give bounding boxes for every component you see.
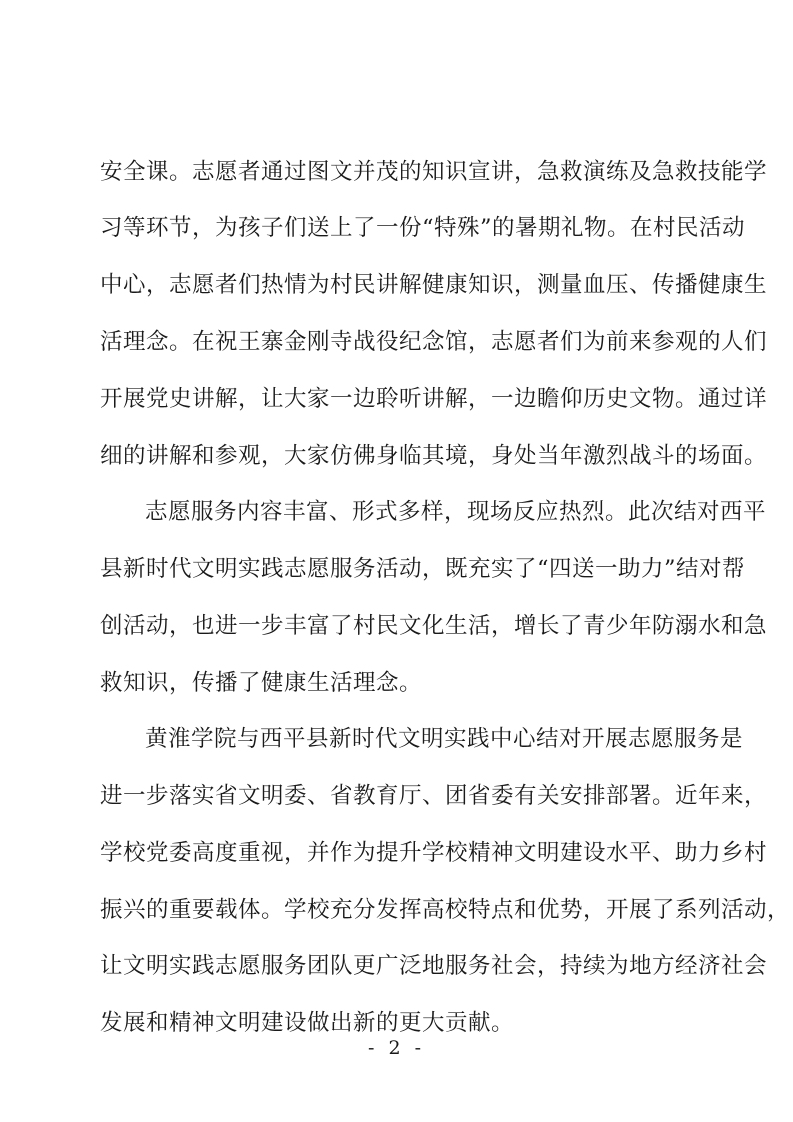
text-line: 黄淮学院与西平县新时代文明实践中心结对开展志愿服务是 (145, 726, 744, 752)
text-line: 细的讲解和参观，大家仿佛身临其境，身处当年激烈战斗的场面。 (100, 443, 768, 469)
text-line: 振兴的重要载体。学校充分发挥高校特点和优势，开展了系列活动， (100, 897, 791, 923)
text-line: 让文明实践志愿服务团队更广泛地服务社会，持续为地方经济社会 (100, 953, 768, 979)
text-line: 创活动，也进一步丰富了村民文化生活，增长了青少年防溺水和急 (100, 613, 768, 639)
text-line: 安全课。志愿者通过图文并茂的知识宣讲，急救演练及急救技能学 (100, 159, 768, 185)
page-number: - 2 - (367, 1037, 425, 1059)
text-line: 发展和精神文明建设做出新的更大贡献。 (100, 1010, 515, 1036)
text-line: 开展党史讲解，让大家一边聆听讲解，一边瞻仰历史文物。通过详 (100, 386, 768, 412)
text-line: 救知识，传播了健康生活理念。 (100, 670, 423, 696)
text-line: 志愿服务内容丰富、形式多样，现场反应热烈。此次结对西平 (145, 499, 767, 525)
text-line: 活理念。在祝王寨金刚寺战役纪念馆，志愿者们为前来参观的人们 (100, 329, 768, 355)
text-line: 中心，志愿者们热情为村民讲解健康知识，测量血压、传播健康生 (100, 272, 768, 298)
text-line: 学校党委高度重视，并作为提升学校精神文明建设水平、助力乡村 (100, 840, 768, 866)
text-line: 习等环节，为孩子们送上了一份“特殊”的暑期礼物。在村民活动 (100, 215, 746, 241)
text-line: 进一步落实省文明委、省教育厅、团省委有关安排部署。近年来， (100, 783, 768, 809)
text-line: 县新时代文明实践志愿服务活动，既充实了“四送一助力”结对帮 (100, 556, 746, 582)
